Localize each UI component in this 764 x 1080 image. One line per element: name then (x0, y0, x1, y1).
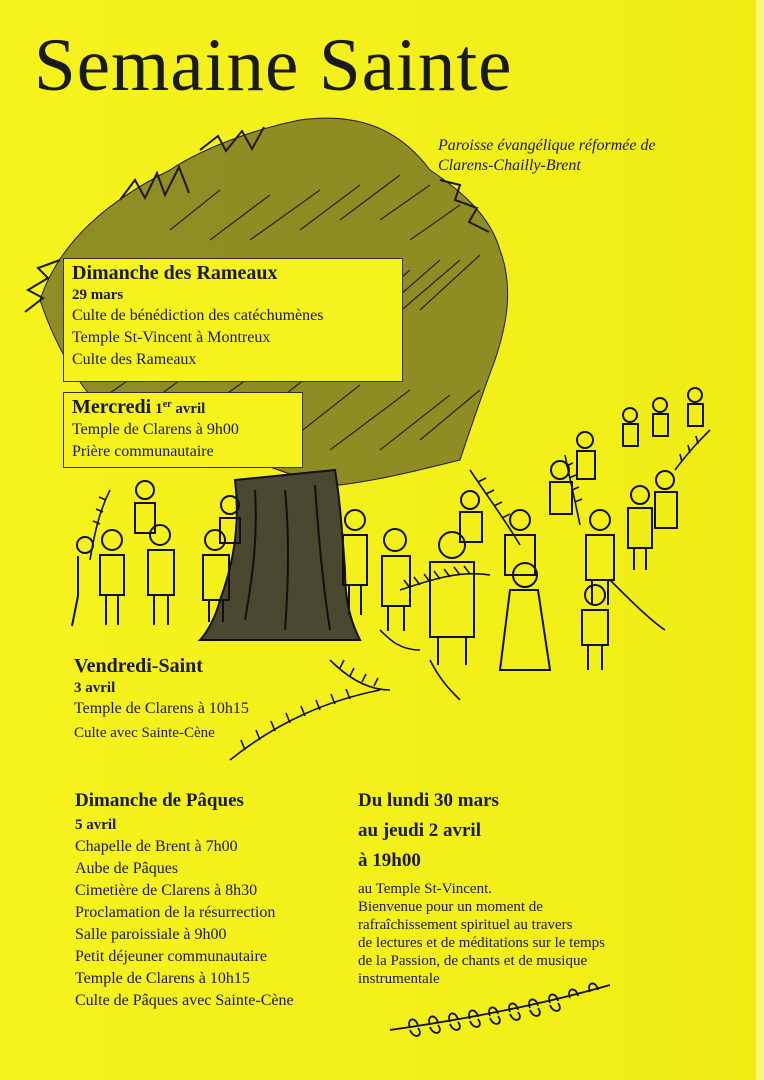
event-line: Temple de Clarens à 10h15 (75, 970, 250, 987)
event-line: Chapelle de Brent à 7h00 (75, 838, 238, 855)
event-line: Proclamation de la résurrection (75, 904, 276, 921)
event-line: Culte des Rameaux (72, 351, 197, 368)
event-line: Temple de Clarens à 10h15 (74, 700, 249, 717)
evening-description: au Temple St-Vincent. Bienvenue pour un moment de rafraîchissement spirituel au travers de lectures et de méditations sur le temps de la Passion, de chants et de musique instrumentale (358, 881, 606, 987)
event-line: Petit déjeuner communautaire (75, 948, 267, 965)
event-line: Cimetière de Clarens à 8h30 (75, 882, 258, 899)
event-box-wednesday (63, 392, 303, 468)
bottom-palm-leaf-decoration (390, 983, 610, 1036)
event-title: Dimanche des Rameaux (72, 262, 278, 284)
event-line: Aube de Pâques (75, 860, 179, 877)
parish-name: Paroisse évangélique réformée de Clarens-Chailly-Brent (438, 137, 656, 174)
event-line: Culte de bénédiction des catéchumènes (72, 307, 324, 324)
event-date: 3 avril (74, 680, 116, 696)
event-easter-sunday (75, 788, 294, 1012)
event-line: Culte avec Sainte-Cène (74, 725, 215, 741)
event-date: 1er avril (155, 399, 206, 417)
event-line: Culte de Pâques avec Sainte-Cène (75, 992, 294, 1009)
event-line: Temple St-Vincent à Montreux (72, 329, 271, 346)
event-title: Dimanche de Pâques (75, 790, 244, 811)
event-good-friday (74, 654, 249, 744)
event-line: Salle paroissiale à 9h00 (75, 926, 227, 943)
evening-heading-line: au jeudi 2 avril (358, 820, 481, 841)
evening-meditations (358, 786, 738, 988)
evening-heading-line: à 19h00 (358, 850, 421, 871)
event-title-row (72, 395, 294, 419)
event-date: 29 mars (72, 287, 124, 303)
event-box-palm-sunday (63, 258, 403, 382)
poster-title: Semaine Sainte (34, 24, 513, 107)
event-line: Temple de Clarens à 9h00 (72, 421, 239, 438)
event-date: 5 avril (75, 817, 117, 833)
event-line: Prière communautaire (72, 443, 214, 460)
event-title: Vendredi-Saint (74, 655, 203, 677)
evening-heading-line: Du lundi 30 mars (358, 790, 499, 811)
event-title: Mercredi (72, 396, 152, 418)
